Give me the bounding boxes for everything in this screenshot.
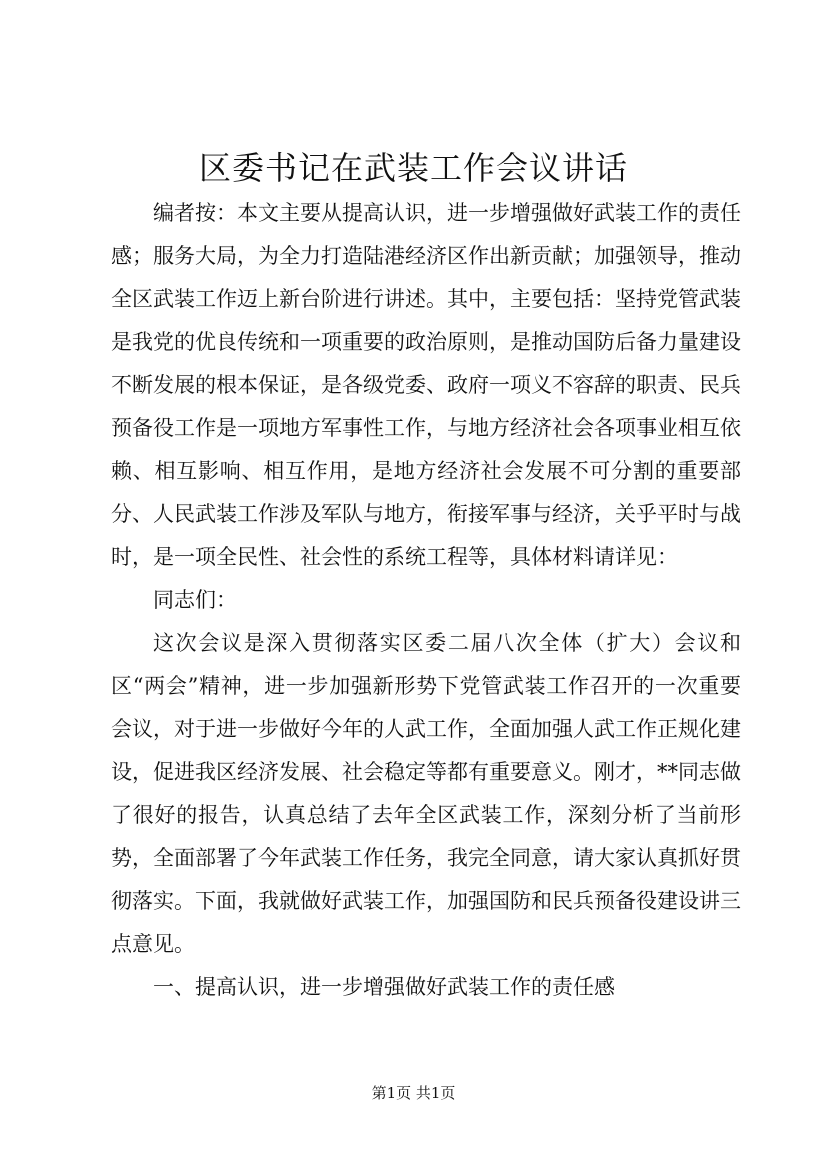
body-paragraph: 这次会议是深入贯彻落实区委二届八次全体（扩大）会议和区“两会”精神，进一步加强新形势下党管武装工作召开的一次重要会议，对于进一步做好今年的人武工作，全面加强人武工作正规化建设，促进我区经济发展、社会稳定等都有重要意义。刚才，**同志做了很好的报告，认真总结了去年全区武装工作，深刻分析了当前形势，全面部署了今年武装工作任务，我完全同意，请大家认真抓好贯彻落实。下面，我就做好武装工作，加强国防和民兵预备役建设讲三点意见。 — [111, 631, 741, 956]
salutation-paragraph: 同志们： — [153, 588, 237, 612]
section-heading-1: 一、提高认识，进一步增强做好武装工作的责任感 — [153, 975, 615, 999]
document-body — [111, 192, 741, 1009]
editor-note-paragraph: 编者按：本文主要从提高认识，进一步增强做好武装工作的责任感；服务大局，为全力打造陆港经济区作出新贡献；加强领导，推动全区武装工作迈上新台阶进行讲述。其中，主要包括：坚持党管武装是我党的优良传统和一项重要的政治原则，是推动国防后备力量建设不断发展的根本保证，是各级党委、政府一项义不容辞的职责、民兵预备役工作是一项地方军事性工作，与地方经济社会各项事业相互依赖、相互影响、相互作用，是地方经济社会发展不可分割的重要部分、人民武装工作涉及军队与地方，衔接军事与经济，关乎平时与战时，是一项全民性、社会性的系统工程等，具体材料请详见： — [111, 201, 741, 569]
document-title: 区委书记在武装工作会议讲话 — [198, 149, 628, 187]
page-footer: 第1页 共1页 — [371, 1084, 456, 1102]
